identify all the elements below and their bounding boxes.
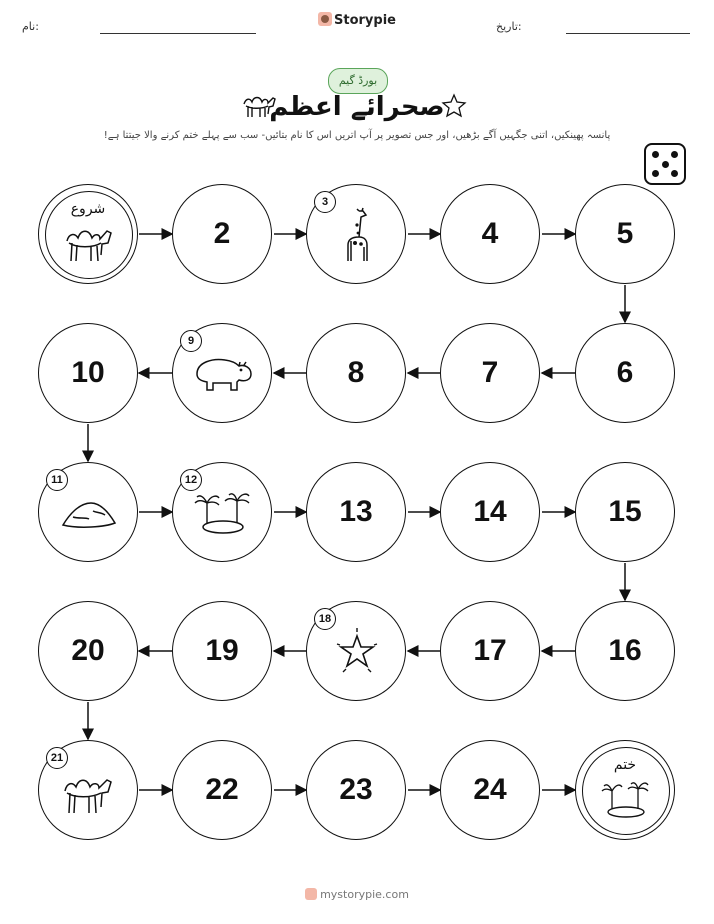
page-title: صحرائے اعظم xyxy=(269,92,445,122)
board-space-8[interactable] xyxy=(306,323,406,423)
board-space-5[interactable] xyxy=(575,184,675,284)
board-space-17[interactable] xyxy=(440,601,540,701)
camel-icon xyxy=(63,221,115,265)
sand-dune-icon xyxy=(59,497,119,531)
space-number: 2 xyxy=(213,217,231,250)
footer-url[interactable]: mystorypie.com xyxy=(320,888,409,901)
space-number: 23 xyxy=(339,773,373,806)
space-number: 10 xyxy=(71,356,105,389)
camel-icon xyxy=(61,769,117,817)
giraffe-icon xyxy=(337,207,377,265)
board-space-24[interactable] xyxy=(440,740,540,840)
space-number: 4 xyxy=(481,217,499,250)
instructions-text: پانسہ پھینکیں، اتنی جگہیں آگے بڑھیں، اور جس تصویر پر آپ اتریں اس کا نام بتائیں- سب سے پہلے ختم کرنے والا جیتتا ہے! xyxy=(103,130,611,141)
board-space-22[interactable] xyxy=(172,740,272,840)
space-number-badge: 3 xyxy=(314,191,336,213)
oasis-icon xyxy=(193,489,253,537)
board-space-13[interactable] xyxy=(306,462,406,562)
space-number: 7 xyxy=(481,356,499,389)
finish-label: ختم xyxy=(613,757,637,773)
board-space-start[interactable] xyxy=(38,184,138,284)
space-number: 20 xyxy=(71,634,105,667)
space-number: 15 xyxy=(608,495,642,528)
brand-name: Storypie xyxy=(334,13,396,28)
board-space-2[interactable] xyxy=(172,184,272,284)
space-number: 16 xyxy=(608,634,642,667)
space-number: 6 xyxy=(616,356,634,389)
board-space-19[interactable] xyxy=(172,601,272,701)
space-number: 22 xyxy=(205,773,239,806)
board-space-14[interactable] xyxy=(440,462,540,562)
space-number: 8 xyxy=(347,356,365,389)
board-space-15[interactable] xyxy=(575,462,675,562)
space-number: 5 xyxy=(616,217,634,250)
board-space-10[interactable] xyxy=(38,323,138,423)
space-number-badge: 11 xyxy=(46,469,68,491)
space-number: 24 xyxy=(473,773,507,806)
space-number: 14 xyxy=(473,495,507,528)
space-number-badge: 12 xyxy=(180,469,202,491)
star-icon xyxy=(331,626,383,678)
storypie-logo-icon xyxy=(305,888,317,900)
hippo-icon xyxy=(191,352,255,396)
space-number: 13 xyxy=(339,495,373,528)
board-space-20[interactable] xyxy=(38,601,138,701)
space-number-badge: 18 xyxy=(314,608,336,630)
space-number: 17 xyxy=(473,634,507,667)
board-space-16[interactable] xyxy=(575,601,675,701)
oasis-icon xyxy=(600,779,652,821)
board-space-23[interactable] xyxy=(306,740,406,840)
footer-brand xyxy=(0,888,714,901)
space-number-badge: 9 xyxy=(180,330,202,352)
board-space-4[interactable] xyxy=(440,184,540,284)
board-space-finish[interactable] xyxy=(575,740,675,840)
start-label: شروع xyxy=(70,201,106,217)
space-number: 19 xyxy=(205,634,239,667)
board-space-6[interactable] xyxy=(575,323,675,423)
name-label: نام: xyxy=(22,20,39,33)
date-label: تاریخ: xyxy=(496,20,522,33)
board-game-badge: بورڈ گیم xyxy=(328,68,388,94)
space-number-badge: 21 xyxy=(46,747,68,769)
board-space-7[interactable] xyxy=(440,323,540,423)
